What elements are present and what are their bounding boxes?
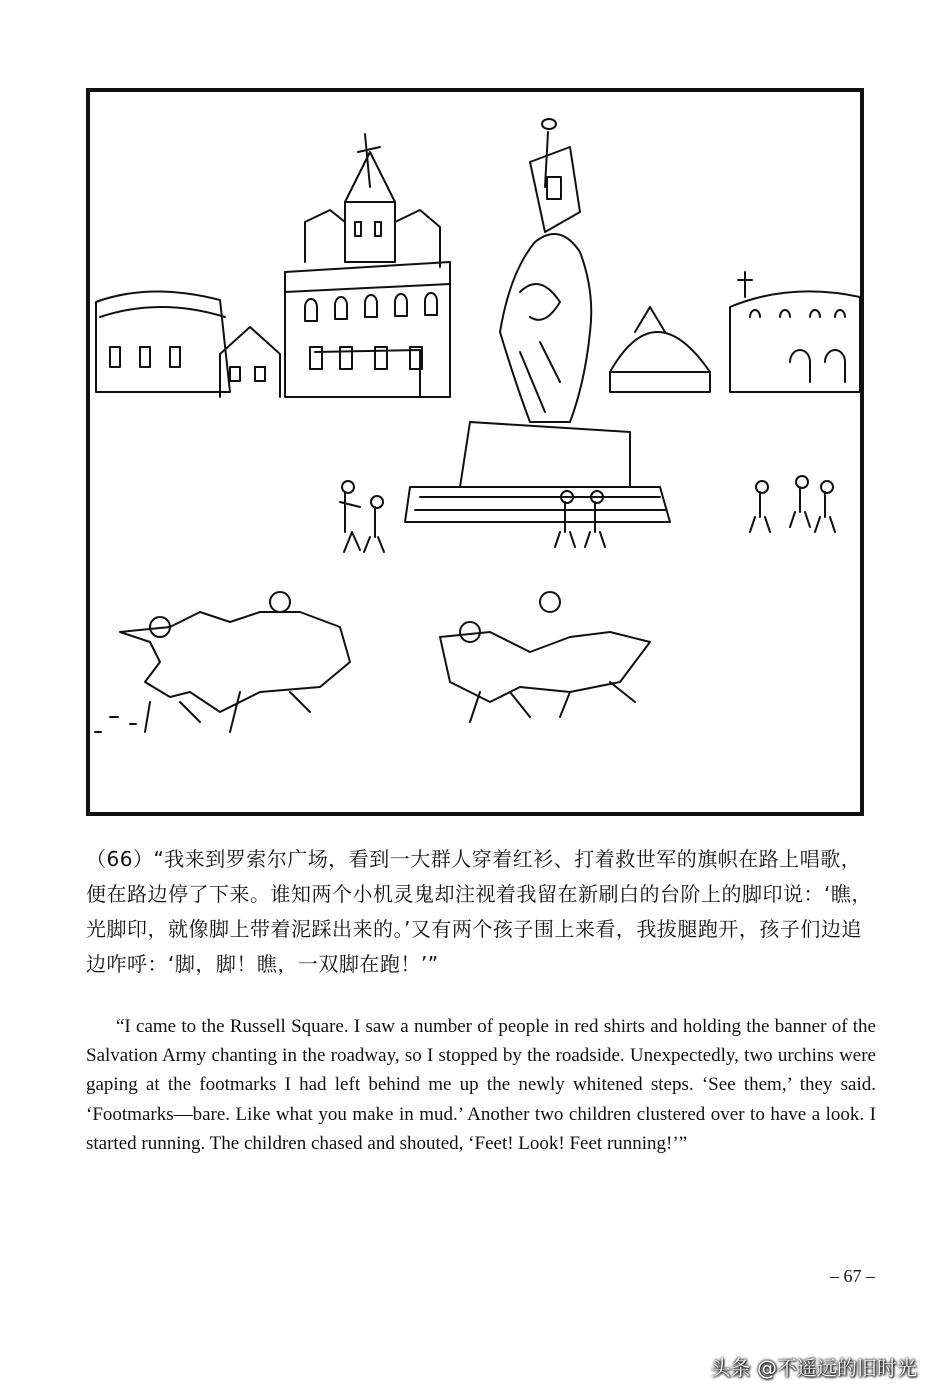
chinese-caption-text: （66）“我来到罗索尔广场，看到一大群人穿着红衫、打着救世军的旗帜在路上唱歌，便在路边停了下来。谁知两个小机灵鬼却注视着我留在新刷白的台阶上的脚印说：‘瞧，光脚印，就像脚上带着泥踩出来的。’又有两个孩子围上来看，我拔腿跑开，孩子们边追边咋呼：‘脚，脚！瞧，一双脚在跑！’” — [86, 847, 872, 976]
left-dome-building — [96, 291, 230, 392]
illustration-frame — [86, 88, 864, 816]
statue-monument — [405, 119, 670, 522]
english-caption-text: “I came to the Russell Square. I saw a number of people in red shirts and holding the banner of the Salvation Army chanting in the roadway, so I stopped by the roadside. Unexpectedly, two urchins were gaping at the footmarks I had left behind me up the newly whitened steps. ‘See them,’ they said. ‘Footmarks—bare. Like what you make in mud.’ Another two children clustered over to have a look. I started running. The children chased and shouted, ‘Feet! Look! Feet running!’” — [86, 1016, 876, 1154]
page-number: – 67 – — [830, 1266, 875, 1286]
running-children — [95, 592, 650, 732]
cathedral-building — [285, 134, 450, 397]
right-domed-building — [610, 272, 860, 392]
watermark-text: 头条 @不遥远的旧时光 — [710, 1356, 917, 1380]
square-statue-crowd-illustration — [90, 92, 860, 812]
